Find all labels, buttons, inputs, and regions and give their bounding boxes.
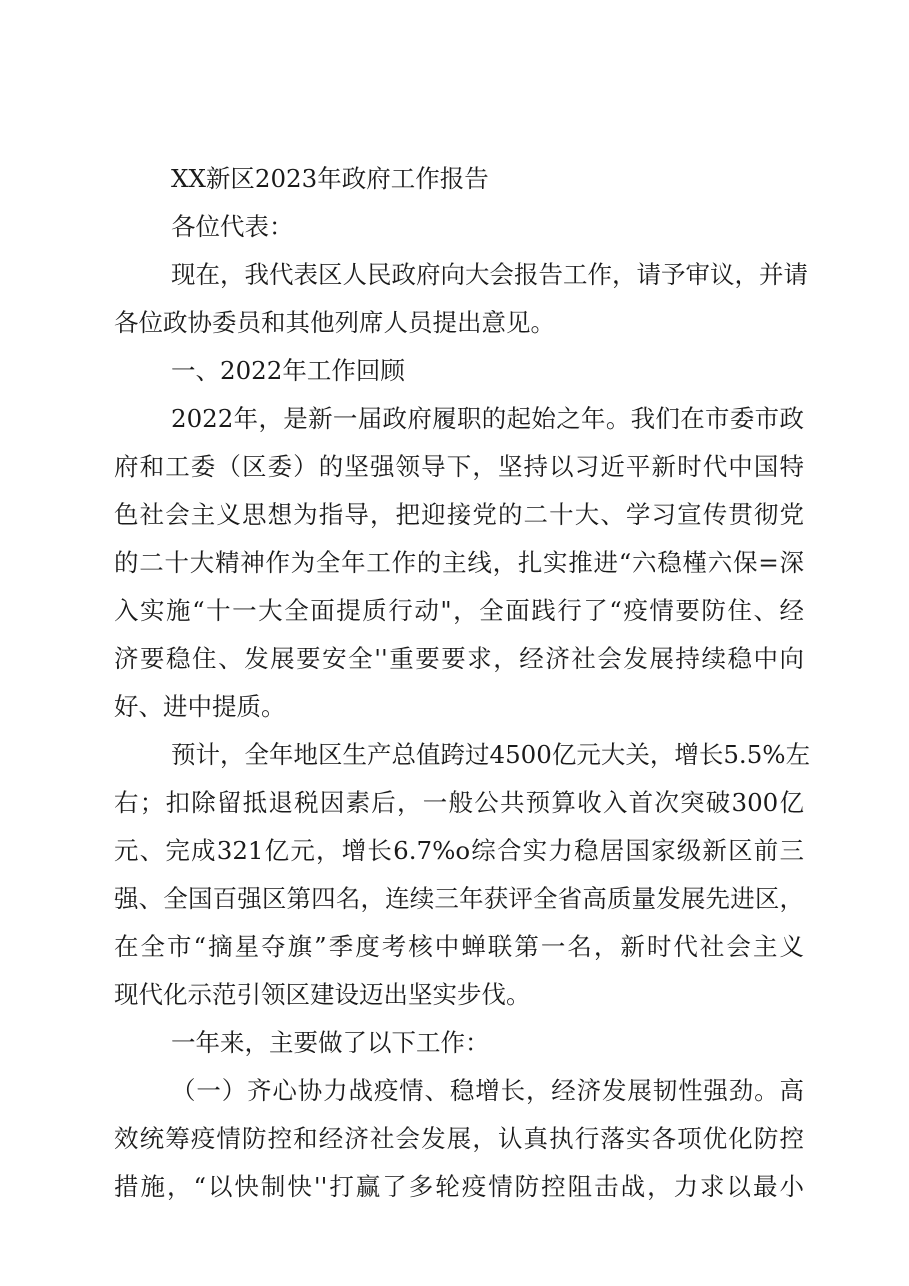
text-line: 在全市“摘星夺旗”季度考核中蝉联第一名，新时代社会主义 <box>114 932 804 961</box>
text-line: 的二十大精神作为全年工作的主线，扎实推进“六稳槿六保=深 <box>114 548 804 577</box>
text-line: 预计，全年地区生产总值跨过4500亿元大关，增长5.5%左 <box>171 740 811 769</box>
text-line: 色社会主义思想为指导，把迎接党的二十大、学习宣传贯彻党 <box>114 500 804 529</box>
document-title: XX新区2023年政府工作报告 <box>171 164 489 193</box>
text-line: 2022年，是新一届政府履职的起始之年。我们在市委市政 <box>171 404 804 433</box>
text-line: 各位政协委员和其他列席人员提出意见。 <box>114 308 555 337</box>
section-heading: 一、2022年工作回顾 <box>171 356 405 385</box>
text-line: 现在，我代表区人民政府向大会报告工作，请予审议，并请 <box>171 260 808 289</box>
subsection-heading: （一）齐心协力战疫情、稳增长，经济发展韧性强劲。高 <box>171 1076 804 1105</box>
text-line: 现代化示范引领区建设迈出坚实步伐。 <box>114 980 531 1009</box>
text-line: 一年来，主要做了以下工作： <box>171 1028 490 1057</box>
text-line: 强、全国百强区第四名，连续三年获评全省高质量发展先进区， <box>114 884 804 913</box>
text-line: 措施，“以快制快''打赢了多轮疫情防控阻击战，力求以最小 <box>114 1172 804 1201</box>
report-body <box>114 155 811 1211</box>
text-line: 入实施“十一大全面提质行动"，全面践行了“疫情要防住、经 <box>114 596 804 625</box>
text-line: 好、进中提质。 <box>114 692 286 721</box>
text-line: 府和工委（区委）的坚强领导下，坚持以习近平新时代中国特 <box>114 452 804 481</box>
salutation: 各位代表： <box>171 212 294 241</box>
text-line: 右；扣除留抵退税因素后，一般公共预算收入首次突破300亿 <box>114 788 804 817</box>
text-line: 效统筹疫情防控和经济社会发展，认真执行落实各项优化防控 <box>114 1124 804 1153</box>
text-line: 济要稳住、发展要安全''重要要求，经济社会发展持续稳中向 <box>114 644 804 673</box>
text-line: 元、完成321亿元，增长6.7%o综合实力稳居国家级新区前三 <box>114 836 804 865</box>
